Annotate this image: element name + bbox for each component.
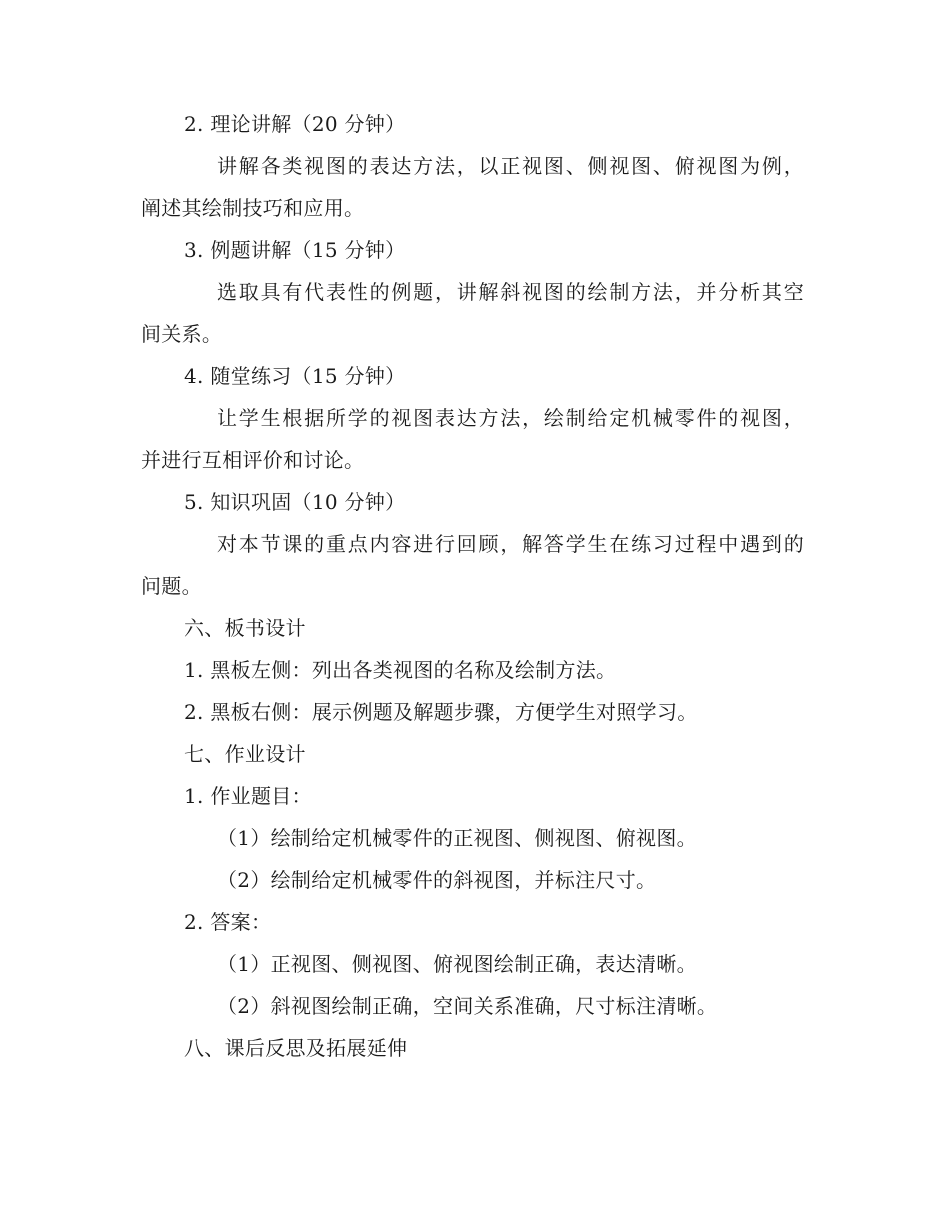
section-7-item-2-sub-1: （1）正视图、侧视图、俯视图绘制正确，表达清晰。: [217, 952, 697, 976]
section-3-body-line-1: 选取具有代表性的例题，讲解斜视图的绘制方法，并分析其空: [217, 280, 804, 304]
section-2-heading: 2. 理论讲解（20 分钟）: [184, 112, 406, 136]
section-7-item-1: 1. 作业题目：: [184, 784, 312, 808]
section-4-body-line-2: 并进行互相评价和讨论。: [141, 448, 365, 472]
section-7-heading: 七、作业设计: [184, 742, 306, 766]
section-7-item-1-sub-1: （1）绘制给定机械零件的正视图、侧视图、俯视图。: [217, 826, 697, 850]
section-5-body-line-2: 问题。: [141, 574, 202, 598]
section-5-heading: 5. 知识巩固（10 分钟）: [184, 490, 406, 514]
section-2-body-line-1: 讲解各类视图的表达方法，以正视图、侧视图、俯视图为例，: [217, 154, 804, 178]
section-7-item-2-sub-2: （2）斜视图绘制正确，空间关系准确，尺寸标注清晰。: [217, 994, 718, 1018]
section-3-body-line-2: 间关系。: [141, 322, 223, 346]
section-7-item-2: 2. 答案：: [184, 910, 272, 934]
section-7-item-1-sub-2: （2）绘制给定机械零件的斜视图，并标注尺寸。: [217, 868, 657, 892]
section-8-heading: 八、课后反思及拓展延伸: [184, 1036, 408, 1060]
section-6-item-2: 2. 黑板右侧：展示例题及解题步骤，方便学生对照学习。: [184, 700, 698, 724]
section-6-heading: 六、板书设计: [184, 616, 306, 640]
section-5-body-line-1: 对本节课的重点内容进行回顾，解答学生在练习过程中遇到的: [217, 532, 804, 556]
section-4-body-line-1: 让学生根据所学的视图表达方法，绘制给定机械零件的视图，: [217, 406, 804, 430]
section-2-body-line-2: 阐述其绘制技巧和应用。: [141, 196, 365, 220]
section-4-heading: 4. 随堂练习（15 分钟）: [184, 364, 406, 388]
section-3-heading: 3. 例题讲解（15 分钟）: [184, 238, 406, 262]
section-6-item-1: 1. 黑板左侧：列出各类视图的名称及绘制方法。: [184, 658, 617, 682]
